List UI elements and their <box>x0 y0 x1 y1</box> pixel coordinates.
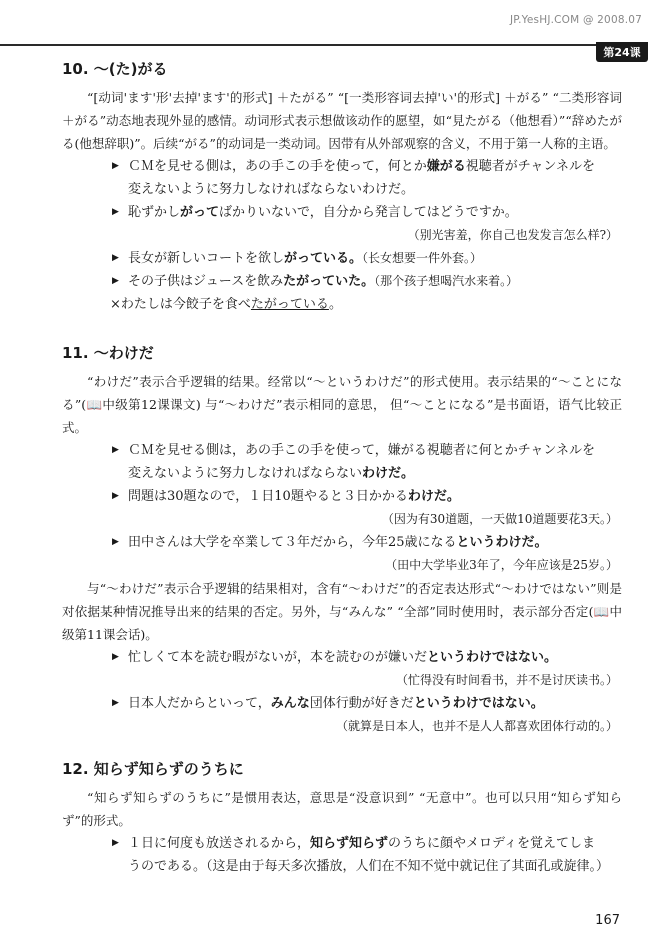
example-sentence: ▶ 忙しくて本を読む暇がないが，本を読むのが嫌いだというわけではない。 <box>62 646 622 669</box>
section-title: 11. ～わけだ <box>62 344 154 362</box>
example-sentence: ▶ ＣＭを見せる側は，あの手この手を使って，何とか嫌がる視聴者がチャンネルを 変えないように努力しなければならないわけだ。 <box>62 155 622 201</box>
explanation-paragraph: “知らず知らずのうちに”是惯用表达，意思是“没意识到” “无意中”。也可以只用“知らず知らず”的形式。 <box>62 790 622 828</box>
bullet-triangle-icon: ▶ <box>112 161 119 171</box>
section-10 <box>62 58 622 316</box>
bullet-triangle-icon: ▶ <box>112 838 119 848</box>
example-sentence: ▶ ＣＭを見せる側は，あの手この手を使って，嫌がる視聴者に何とかチャンネルを 変えないように努力しなければならないわけだ。 <box>62 439 622 485</box>
lesson-tab: 第24课 <box>596 42 648 62</box>
translation: （忙得没有时间看书，并不是讨厌读书。） <box>395 673 618 687</box>
translation: （田中大学毕业3年了，今年应该是25岁。） <box>385 558 618 572</box>
bullet-triangle-icon: ▶ <box>112 445 119 455</box>
header-rule <box>0 44 596 46</box>
bullet-triangle-icon: ▶ <box>112 276 119 286</box>
cross-mark: × <box>110 297 121 312</box>
section-title: 10. ～(た)がる <box>62 60 168 78</box>
explanation-paragraph: “[动词'ます'形'去掉'ます'的形式] ＋たがる” “[一类形容词去掉'い'的形式] ＋がる” “二类形容词＋がる”动态地表现外显的感情。动词形式表示想做该动作的愿望，如“見たがる（他想看）”“辞めたがる(他想辞职)”。后续“がる”的动词是一类动词。因带有从外部观察的含义，不用于第一人称的主语。 <box>62 90 622 151</box>
bullet-triangle-icon: ▶ <box>112 491 119 501</box>
explanation-paragraph: 与“～わけだ”表示合乎逻辑的结果相对，含有“～わけだ”的否定表达形式“～わけではない”则是对依据某种情况推导出来的结果的否定。另外，与“みんな” “全部”同时使用时，表示部分否定(📖中级第11课会话)。 <box>62 581 622 642</box>
example-sentence: ▶ 日本人だからといって，みんな団体行動が好きだというわけではない。 <box>62 692 622 715</box>
section-11 <box>62 342 622 738</box>
bullet-triangle-icon: ▶ <box>112 652 119 662</box>
bullet-triangle-icon: ▶ <box>112 698 119 708</box>
example-sentence: ▶ 恥ずかしがってばかりいないで，自分から発言してはどうですか。 <box>62 201 622 224</box>
translation: （别光害羞，你自己也发发言怎么样?） <box>407 228 618 242</box>
bullet-triangle-icon: ▶ <box>112 537 119 547</box>
bullet-triangle-icon: ▶ <box>112 253 119 263</box>
translation: （因为有30道题，一天做10道题要花3天。） <box>381 512 618 526</box>
page-number: 167 <box>595 913 620 928</box>
example-sentence: ▶ 長女が新しいコートを欲しがっている。（长女想要一件外套。） <box>62 247 622 270</box>
watermark: JP.YesHJ.COM @ 2008.07 <box>509 14 642 26</box>
example-sentence: ▶ 田中さんは大学を卒業して３年だから，今年25歳になるというわけだ。 <box>62 531 622 554</box>
page-content <box>62 58 622 878</box>
section-12 <box>62 758 622 878</box>
translation: （就算是日本人，也并不是人人都喜欢团体行动的。） <box>335 719 618 733</box>
example-sentence: ▶ その子供はジュースを飲みたがっていた。（那个孩子想喝汽水来着。） <box>62 270 622 293</box>
incorrect-example: ×わたしは今餃子を食べたがっている。 <box>110 297 342 312</box>
example-sentence: ▶ １日に何度も放送されるから，知らず知らずのうちに顔やメロディを覚えてしま うのである。（这是由于每天多次播放，人们在不知不觉中就记住了其面孔或旋律。） <box>62 832 622 878</box>
explanation-paragraph: “わけだ”表示合乎逻辑的结果。经常以“～というわけだ”的形式使用。表示结果的“～ことになる”(📖中级第12课课文) 与“～わけだ”表示相同的意思， 但“～ことになる”是书面语，语气比较正式。 <box>62 374 622 435</box>
bullet-triangle-icon: ▶ <box>112 207 119 217</box>
section-title: 12. 知らず知らずのうちに <box>62 760 244 778</box>
example-sentence: ▶ 問題は30題なので，１日10題やると３日かかるわけだ。 <box>62 485 622 508</box>
